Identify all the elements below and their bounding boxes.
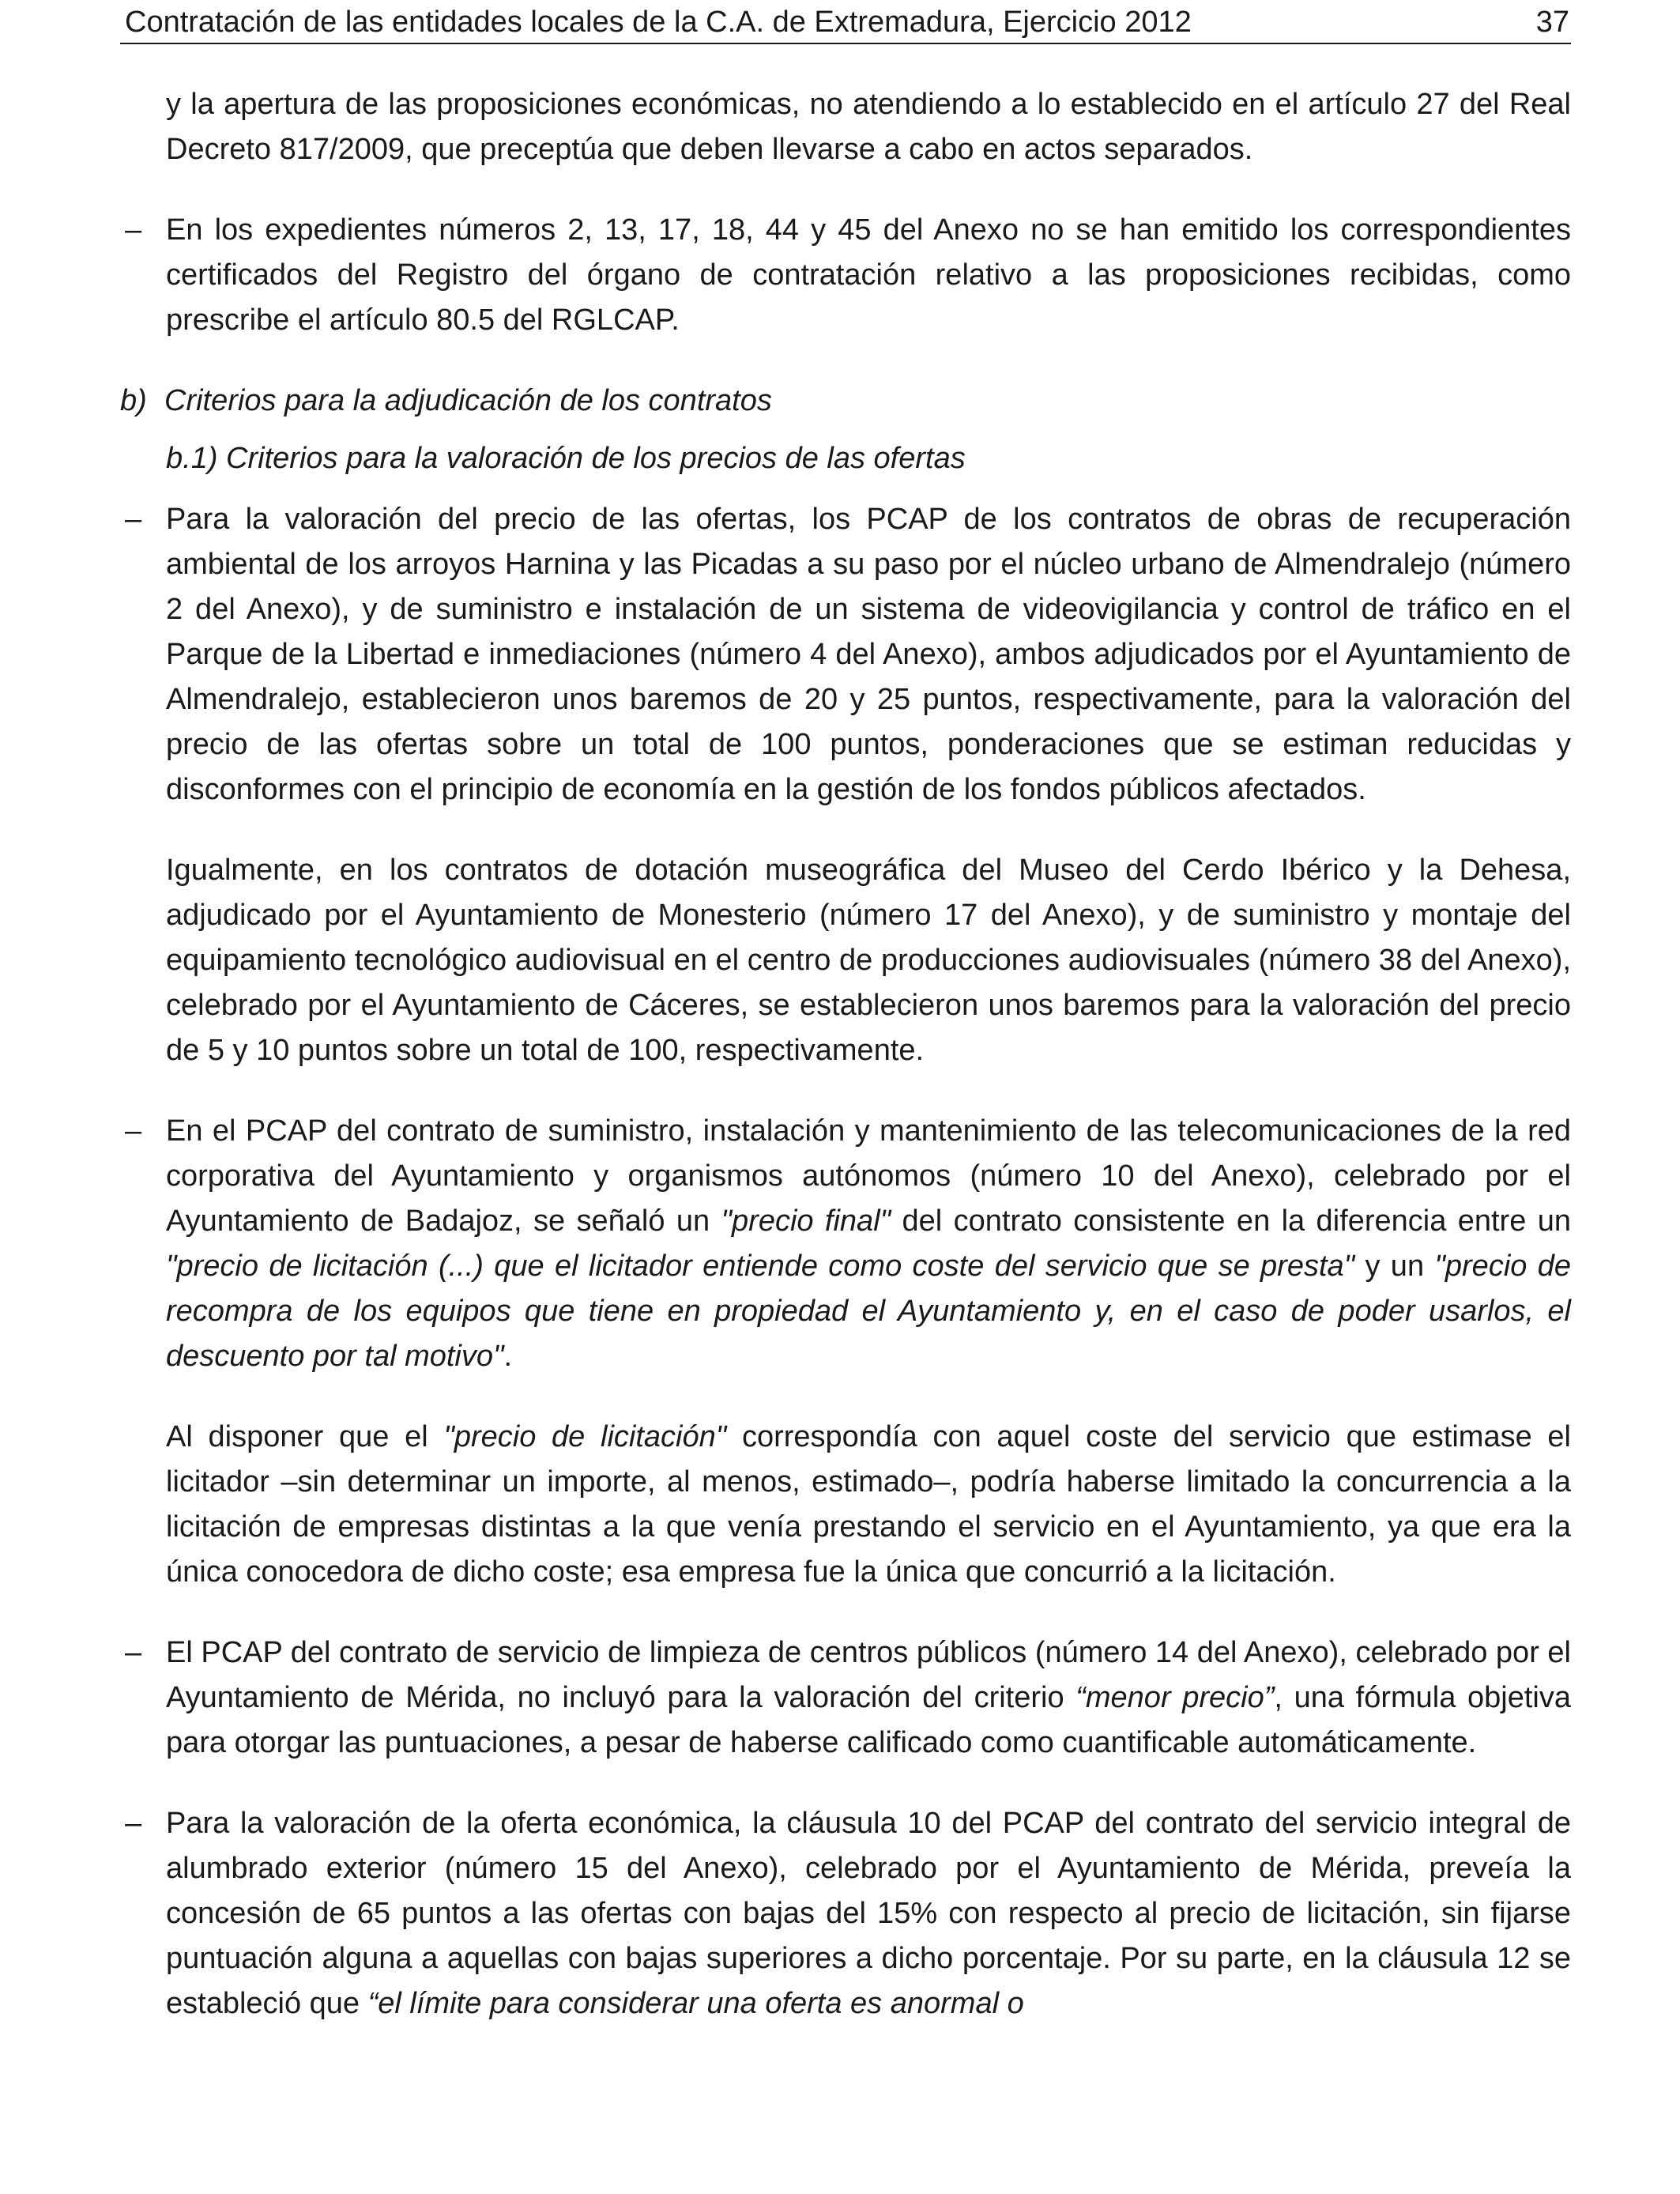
list-dash: – [125, 503, 142, 536]
page-number: 37 [1535, 6, 1569, 39]
list-dash: – [125, 1807, 142, 1840]
list-item [120, 1801, 1571, 2026]
list-item-text [166, 1630, 1571, 1766]
text-run: Al disponer que el [166, 1420, 444, 1453]
list-item [120, 497, 1571, 812]
quoted-text: "precio de recompra de los equipos que tiene en propiedad el Ayuntamiento y, en el caso de poder usarlos, el descuento por tal motivo" [166, 1250, 1571, 1373]
list-item [120, 208, 1571, 343]
quoted-text: "precio de licitación" [443, 1420, 727, 1453]
text-run: En el PCAP del contrato de suministro, instalación y mantenimiento de las telecomunicaciones de la red corporativa del Ayuntamiento y organismos autónomos (número 10 del Anexo), celebrado por el Ayuntamiento de Badajoz, se señaló un [166, 1114, 1571, 1238]
text-run: y un [1354, 1250, 1435, 1283]
running-header [120, 0, 1571, 44]
text-run: correspondía con aquel coste del servicio que estimase el licitador –sin determinar un importe, al menos, estimado–, podría haberse limitado la concurrencia a la licitación de empresas distintas a la que venía prestando el servicio en el Ayuntamiento, ya que era la única conocedora de dicho coste; esa empresa fue la única que concurrió a la licitación. [166, 1420, 1572, 1589]
text-run: , una fórmula objetiva para otorgar las puntuaciones, a pesar de haberse calificado como cuantificable automáticamente. [166, 1681, 1571, 1759]
section-heading [120, 379, 1571, 424]
paragraph-continuation: y la apertura de las proposiciones económicas, no atendiendo a lo establecido en el artículo 27 del Real Decreto 817/2009, que preceptúa que deben llevarse a cabo en actos separados. [166, 88, 1571, 166]
document-body [120, 82, 1571, 2026]
text-run: El PCAP del contrato de servicio de limpieza de centros públicos (número 14 del Anexo), celebrado por el Ayuntamiento de Mérida, no incluyó para la valoración del criterio [166, 1636, 1571, 1714]
quoted-text: "precio de licitación (...) que el licitador entiende como coste del servicio que se presta" [166, 1250, 1355, 1283]
list-item-continuation: Igualmente, en los contratos de dotación museográfica del Museo del Cerdo Ibérico y la Dehesa, adjudicado por el Ayuntamiento de Monesterio (número 17 del Anexo), y de suministro y montaje del equipamiento tecnológico audiovisual en el centro de producciones audiovisuales (número 38 del Anexo), celebrado por el Ayuntamiento de Cáceres, se establecieron unos baremos para la valoración del precio de 5 y 10 puntos sobre un total de 100, respectivamente. [166, 854, 1571, 1067]
list-dash: – [125, 213, 142, 247]
text-run: del contrato consistente en la diferencia entre un [891, 1204, 1571, 1238]
quoted-text: "precio final" [721, 1204, 891, 1238]
list-item-text [166, 1109, 1571, 1379]
section-heading-label: b) [120, 384, 147, 417]
list-item [120, 1630, 1571, 1766]
list-item-text: Para la valoración del precio de las ofertas, los PCAP de los contratos de obras de recuperación ambiental de los arroyos Harnina y las Picadas a su paso por el núcleo urbano de Almendralejo (número 2 del Anexo), y de suministro e instalación de un sistema de videovigilancia y control de tráfico en el Parque de la Libertad e inmediaciones (número 4 del Anexo), ambos adjudicados por el Ayuntamiento de Almendralejo, establecieron unos baremos de 20 y 25 puntos, respectivamente, para la valoración del precio de las ofertas sobre un total de 100 puntos, ponderaciones que se estiman reducidas y disconformes con el principio de economía en la gestión de los fondos públicos afectados. [166, 503, 1571, 806]
list-item [120, 1109, 1571, 1379]
text-run: . [503, 1340, 513, 1373]
quoted-text: “el límite para considerar una oferta es anormal o [367, 1987, 1024, 2020]
header-title: Contratación de las entidades locales de la C.A. de Extremadura, Ejercicio 2012 [125, 6, 1192, 39]
list-item-text [166, 1801, 1571, 2026]
list-dash: – [125, 1114, 142, 1148]
list-item-continuation [120, 1415, 1571, 1595]
section-heading-text: Criterios para la adjudicación de los contratos [164, 384, 772, 417]
list-item-text: En los expedientes números 2, 13, 17, 18, 44 y 45 del Anexo no se han emitido los correspondientes certificados del Registro del órgano de contratación relativo a las proposiciones recibidas, como prescribe el artículo 80.5 del RGLCAP. [166, 213, 1571, 337]
subsection-heading: b.1) Criterios para la valoración de los precios de las ofertas [166, 442, 966, 475]
quoted-text: “menor precio” [1075, 1681, 1275, 1714]
text-run: Para la valoración de la oferta económica, la cláusula 10 del PCAP del contrato del servicio integral de alumbrado exterior (número 15 del Anexo), celebrado por el Ayuntamiento de Mérida, preveía la concesión de 65 puntos a las ofertas con bajas del 15% con respecto al precio de licitación, sin fijarse puntuación alguna a aquellas con bajas superiores a dicho porcentaje. Por su parte, en la cláusula 12 se estableció que [166, 1807, 1571, 2020]
list-dash: – [125, 1636, 142, 1669]
